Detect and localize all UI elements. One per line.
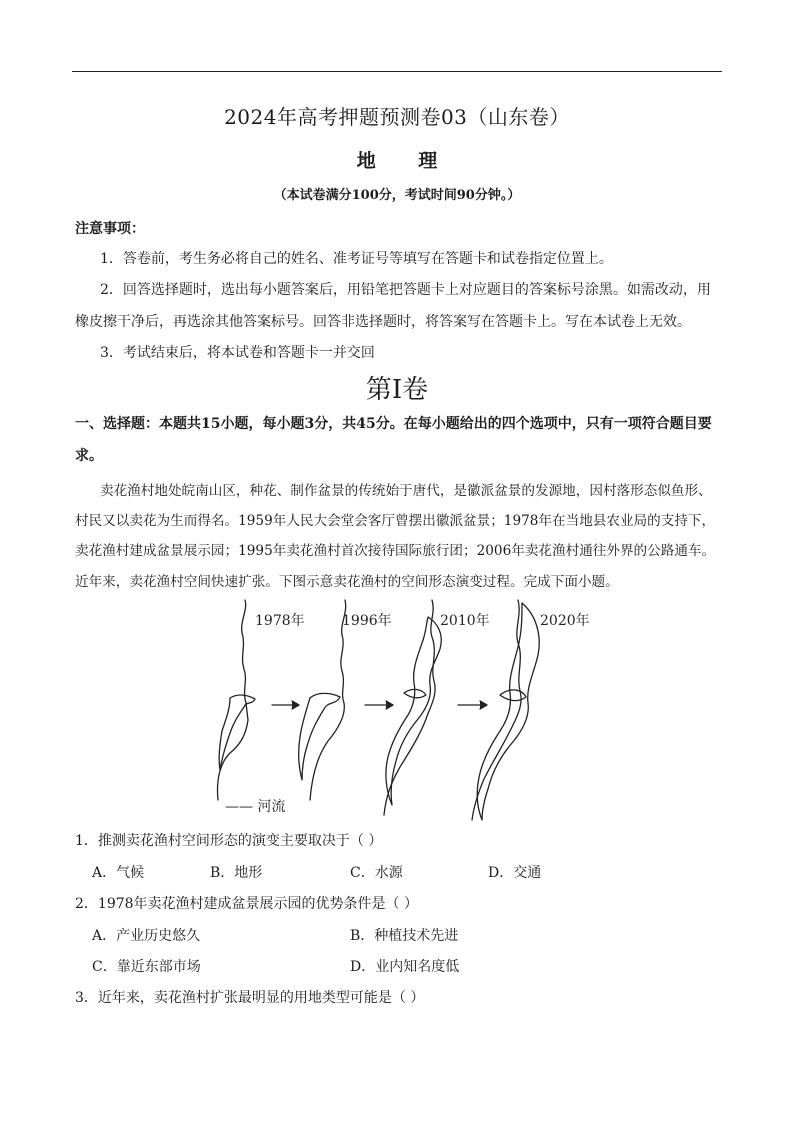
exam-info: （本试卷满分100分，考试时间90分钟。） [273,188,521,203]
map-2010 [384,600,441,815]
notice-item: 1．答卷前，考生务必将自己的姓名、准考证号等填写在答题卡和试卷指定位置上。 [100,251,613,267]
river-2020 [472,600,521,820]
map-2020 [472,600,539,820]
notice-item: 2．回答选择题时，选出每小题答案后，用铅笔把答题卡上对应题目的答案标号涂黑。如需改动，用 [100,282,711,298]
river-1996 [310,600,346,800]
passage-line: 村民又以卖花为生而得名。1959年人民大会堂会客厅曾摆出徽派盆景；1978年在当地县农业局的支持下， [75,513,716,529]
section-title: 第Ⅰ卷 [365,375,429,405]
notice-heading: 注意事项： [75,221,145,237]
option-c[interactable]: C．靠近东部市场 [92,959,201,975]
option-b[interactable]: B．地形 [210,865,263,881]
year-label-2020: 2020年 [540,613,590,629]
village-2020 [477,603,539,820]
year-label-1996: 1996年 [342,613,392,629]
question-stem: 2．1978年卖花渔村建成盆景展示园的优势条件是（ ） [75,896,418,912]
map-1996 [299,600,346,800]
passage-line: 卖花渔村地处皖南山区，种花、制作盆景的传统始于唐代，是徽派盆景的发源地，因村落形态似鱼形、 [100,483,712,499]
river-1978 [218,600,249,800]
option-a[interactable]: A．产业历史悠久 [92,928,201,944]
village-1996 [299,693,340,780]
option-d[interactable]: D．交通 [488,865,542,881]
notice-item: 3．考试结束后，将本试卷和答题卡一并交回 [100,345,375,361]
option-c[interactable]: C．水源 [350,865,403,881]
subject-title: 地 理 [356,150,456,172]
year-label-2010: 2010年 [440,613,490,629]
option-d[interactable]: D．业内知名度低 [350,959,460,975]
notice-item: 橡皮擦干净后，再选涂其他答案标号。回答非选择题时，将答案写在答题卡上。写在本试卷上无效。 [75,314,691,330]
question-stem: 1．推测卖花渔村空间形态的演变主要取决于（ ） [75,833,383,849]
question-stem: 3．近年来，卖花渔村扩张最明显的用地类型可能是（ ） [75,990,425,1006]
village-evolution-figure [200,595,620,825]
exam-title: 2024年高考押题预测卷03（山东卷） [224,105,570,129]
option-b[interactable]: B．种植技术先进 [350,928,459,944]
section-instruction: 一、选择题：本题共15小题，每小题3分，共45分。在每小题给出的四个选项中，只有一项符合题目要 [75,416,712,432]
header-rule [72,71,722,72]
figure-legend: —— 河流 [225,799,286,815]
section-instruction: 求。 [75,448,103,464]
option-a[interactable]: A．气候 [92,865,145,881]
year-label-1978: 1978年 [255,613,305,629]
map-1978 [218,600,256,800]
passage-line: 卖花渔村建成盆景展示园；1995年卖花渔村首次接待国际旅行团；2006年卖花渔村通往外界的公路通车。 [75,543,716,559]
passage-line: 近年来，卖花渔村空间快速扩张。下图示意卖花渔村的空间形态演变过程。完成下面小题。 [75,574,619,590]
